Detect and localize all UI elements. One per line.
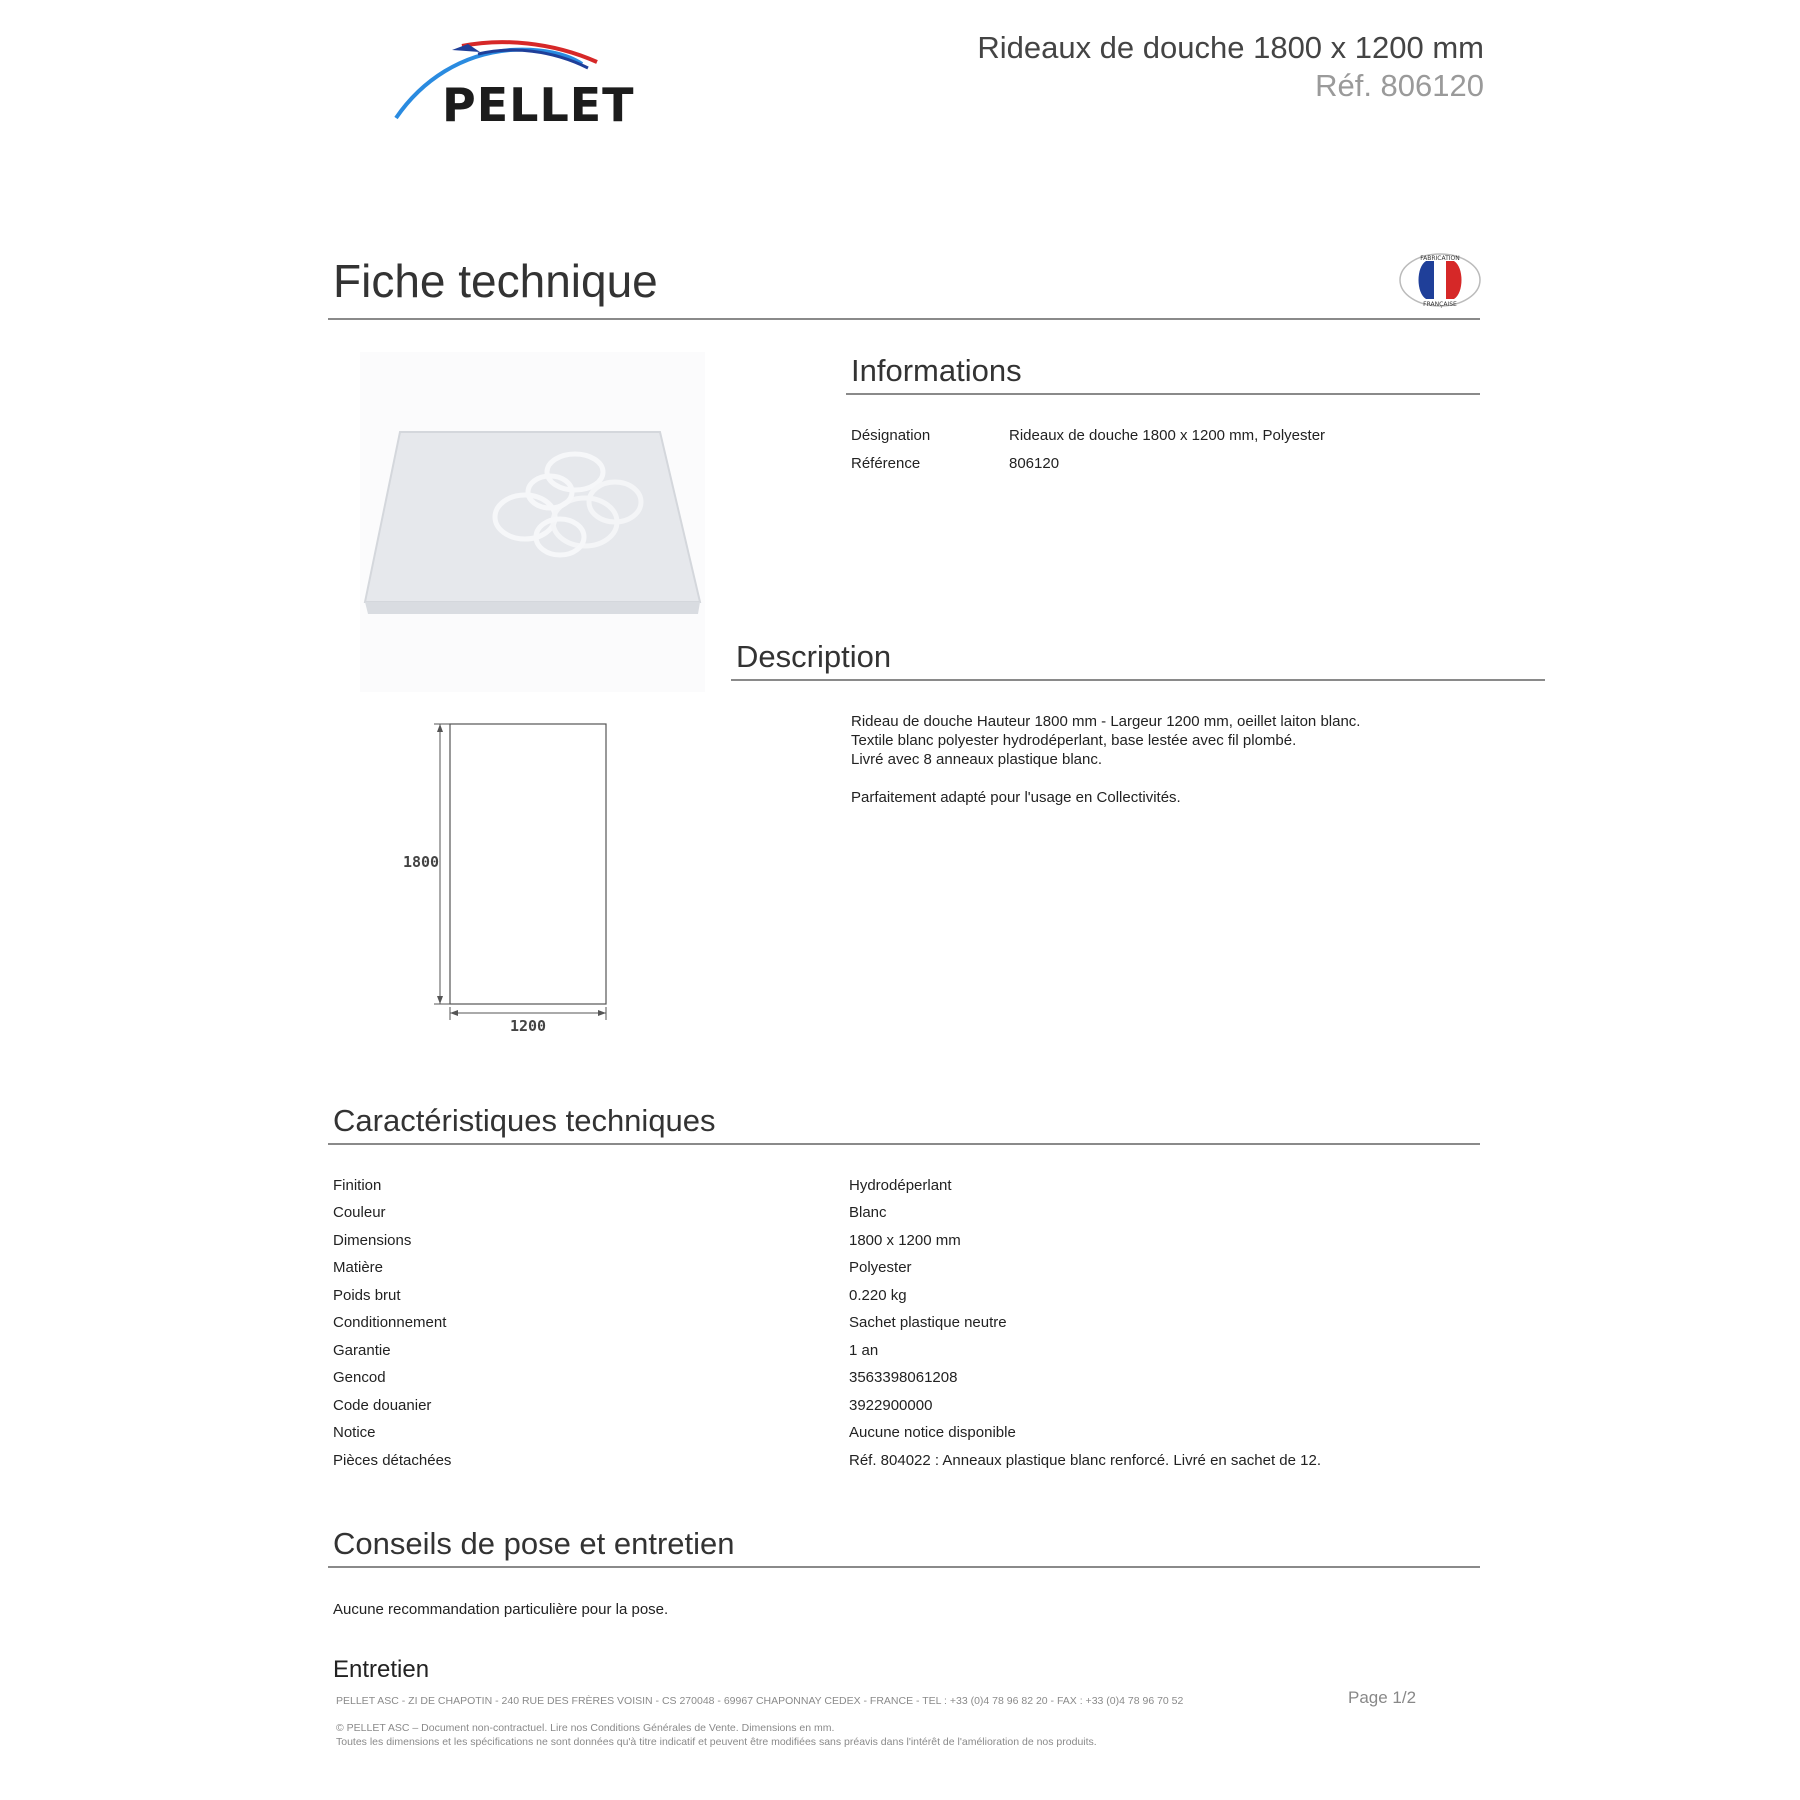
height-dimension-label: 1800 <box>402 853 440 871</box>
spec-row <box>333 1287 1483 1313</box>
footer-address: PELLET ASC - ZI DE CHAPOTIN - 240 RUE DES FRÈRES VOISIN - CS 270048 - 69967 CHAPONNAY CEDEX - FRANCE - TEL : +33 (0)4 78 96 82 20 - FAX : +33 (0)4 78 96 70 52 <box>336 1695 1184 1707</box>
product-reference: Réf. 806120 <box>1315 68 1484 103</box>
info-value: Rideaux de douche 1800 x 1200 mm, Polyester <box>1009 427 1326 444</box>
spec-label: Garantie <box>333 1342 391 1359</box>
conseils-heading: Conseils de pose et entretien <box>333 1526 735 1561</box>
product-photo <box>360 352 705 692</box>
spec-value: 3922900000 <box>849 1397 933 1414</box>
description-line: Textile blanc polyester hydrodéperlant, base lestée avec fil plombé. <box>851 732 1297 749</box>
spec-label: Gencod <box>333 1369 386 1386</box>
spec-row <box>333 1424 1483 1450</box>
spec-label: Matière <box>333 1259 384 1276</box>
spec-row <box>333 1259 1483 1285</box>
spec-value: Hydrodéperlant <box>849 1177 952 1194</box>
spec-row <box>333 1177 1483 1203</box>
page-title: Fiche technique <box>333 255 658 307</box>
spec-label: Couleur <box>333 1204 386 1221</box>
pellet-logo <box>392 40 635 132</box>
caracteristiques-heading: Caractéristiques techniques <box>333 1103 716 1138</box>
spec-value: Polyester <box>849 1259 912 1276</box>
footer-legal-1: © PELLET ASC – Document non-contractuel. Lire nos Conditions Générales de Vente. Dimensions en mm. <box>336 1722 835 1734</box>
description-extra: Parfaitement adapté pour l'usage en Collectivités. <box>851 789 1181 806</box>
description-text <box>851 712 1360 807</box>
caracteristiques-divider <box>328 1143 1480 1145</box>
info-label: Référence <box>851 455 921 472</box>
page-number: Page 1/2 <box>1348 1688 1417 1707</box>
spec-value: Sachet plastique neutre <box>849 1314 1007 1331</box>
spec-label: Pièces détachées <box>333 1452 452 1469</box>
conseils-text: Aucune recommandation particulière pour la pose. <box>333 1601 669 1618</box>
product-title: Rideaux de douche 1800 x 1200 mm <box>977 30 1484 65</box>
description-divider <box>731 679 1545 681</box>
entretien-heading: Entretien <box>333 1656 430 1683</box>
spec-row <box>333 1452 1483 1478</box>
spec-value: Blanc <box>849 1204 887 1221</box>
fabrication-francaise-badge <box>1396 251 1484 309</box>
spec-label: Dimensions <box>333 1232 412 1249</box>
description-line: Livré avec 8 anneaux plastique blanc. <box>851 751 1103 768</box>
spec-row <box>333 1314 1483 1340</box>
description-line: Rideau de douche Hauteur 1800 mm - Largeur 1200 mm, oeillet laiton blanc. <box>851 713 1361 730</box>
badge-top-text: FABRICATION <box>1420 255 1460 262</box>
info-label: Désignation <box>851 427 931 444</box>
logo-text: PELLET <box>442 78 635 132</box>
spec-label: Conditionnement <box>333 1314 447 1331</box>
informations-heading: Informations <box>851 353 1022 388</box>
spec-label: Notice <box>333 1424 376 1441</box>
description-heading: Description <box>736 639 892 674</box>
spec-label: Poids brut <box>333 1287 401 1304</box>
spec-label: Finition <box>333 1177 382 1194</box>
info-value: 806120 <box>1009 455 1060 472</box>
spec-value: 0.220 kg <box>849 1287 907 1304</box>
spec-row <box>333 1204 1483 1230</box>
conseils-divider <box>328 1566 1480 1568</box>
badge-bottom-text: FRANÇAISE <box>1423 301 1457 308</box>
spec-row <box>333 1397 1483 1423</box>
french-flag-badge-icon <box>1396 251 1484 309</box>
spec-label: Code douanier <box>333 1397 432 1414</box>
spec-row <box>333 1232 1483 1258</box>
informations-divider <box>846 393 1480 395</box>
spec-value: 1 an <box>849 1342 879 1359</box>
spec-row <box>333 1342 1483 1368</box>
footer-legal-2: Toutes les dimensions et les spécifications ne sont données qu'à titre indicatif et peuvent être modifiées sans préavis dans l'intérêt de l'amélioration de nos produits. <box>336 1736 1097 1748</box>
spec-value: 3563398061208 <box>849 1369 958 1386</box>
dimension-drawing <box>400 715 620 1035</box>
page-title-divider <box>328 318 1480 320</box>
spec-value: Réf. 804022 : Anneaux plastique blanc renforcé. Livré en sachet de 12. <box>849 1452 1321 1469</box>
spec-value: Aucune notice disponible <box>849 1424 1016 1441</box>
spec-row <box>333 1369 1483 1395</box>
spec-value: 1800 x 1200 mm <box>849 1232 961 1249</box>
curtain-outline <box>450 724 606 1004</box>
width-dimension-label: 1200 <box>509 1017 547 1035</box>
